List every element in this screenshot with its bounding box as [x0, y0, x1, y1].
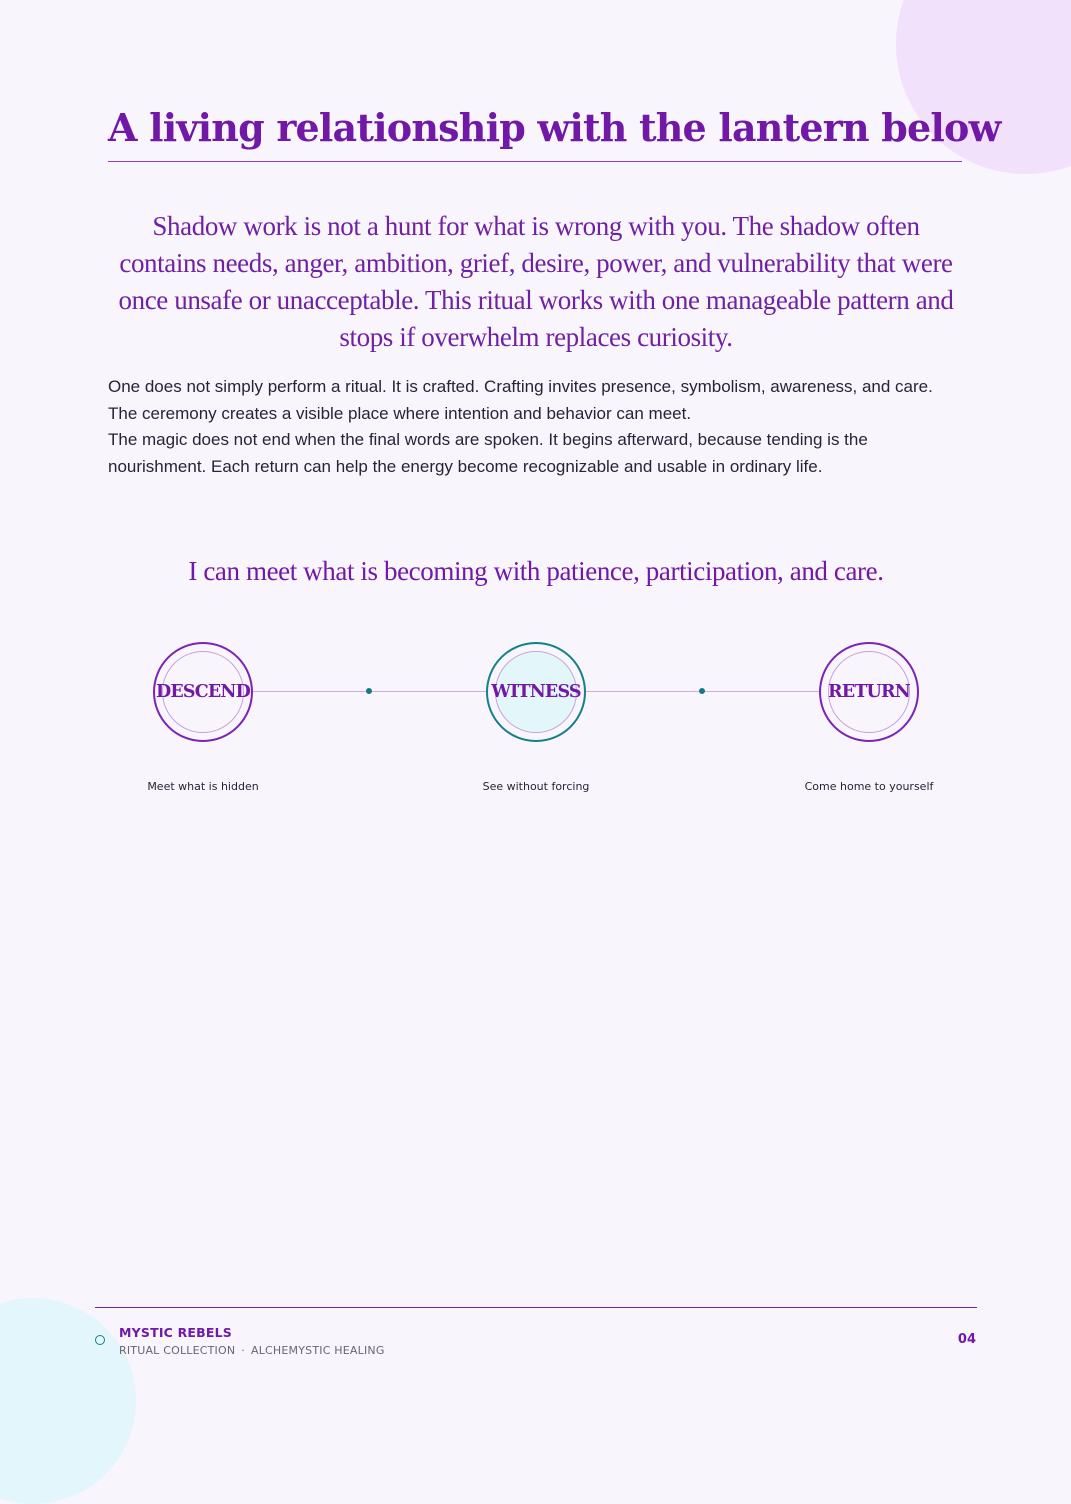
footer-separator: · [241, 1344, 245, 1357]
step-name: WITNESS [491, 682, 581, 702]
step-witness [486, 642, 586, 742]
connector-dot [699, 688, 705, 694]
lead-paragraph: Shadow work is not a hunt for what is wrong with you. The shadow often contains needs, anger, ambition, grief, desire, power, and vulnerability that were once unsafe or unacceptable. This ritual works with one manageable pattern and stops if overwhelm replaces curiosity. [118, 211, 954, 352]
body-paragraph: One does not simply perform a ritual. It is crafted. Crafting invites presence, symbolism, awareness, and care. The ceremony creates a visible place where intention and behavior can meet. [108, 377, 933, 423]
ring-icon [95, 1335, 105, 1345]
collection-subtitle: ALCHEMYSTIC HEALING [251, 1344, 385, 1357]
connector-dot [366, 688, 372, 694]
footer-divider [95, 1307, 977, 1308]
footer-brand: MYSTIC REBELS [119, 1325, 232, 1340]
step-caption: Meet what is hidden [147, 780, 259, 793]
step-caption: Come home to yourself [804, 780, 934, 793]
collection-name: RITUAL COLLECTION [119, 1344, 236, 1357]
affirmation: I can meet what is becoming with patience, participation, and care. [188, 556, 884, 586]
body-text [108, 374, 964, 480]
title-divider [108, 161, 962, 162]
decorative-blob-bottom [0, 1298, 136, 1504]
body-paragraph: The magic does not end when the final words are spoken. It begins afterward, because tending is the nourishment. Each return can help the energy become recognizable and usable in ordinary life. [108, 430, 868, 476]
step-caption: See without forcing [482, 780, 590, 793]
page-number: 04 [957, 1332, 976, 1347]
step-name: RETURN [828, 682, 910, 702]
page-title: A living relationship with the lantern below [108, 105, 1001, 150]
step-descend [153, 642, 253, 742]
footer-collection [119, 1344, 385, 1357]
step-name: DESCEND [156, 682, 250, 702]
step-return [819, 642, 919, 742]
